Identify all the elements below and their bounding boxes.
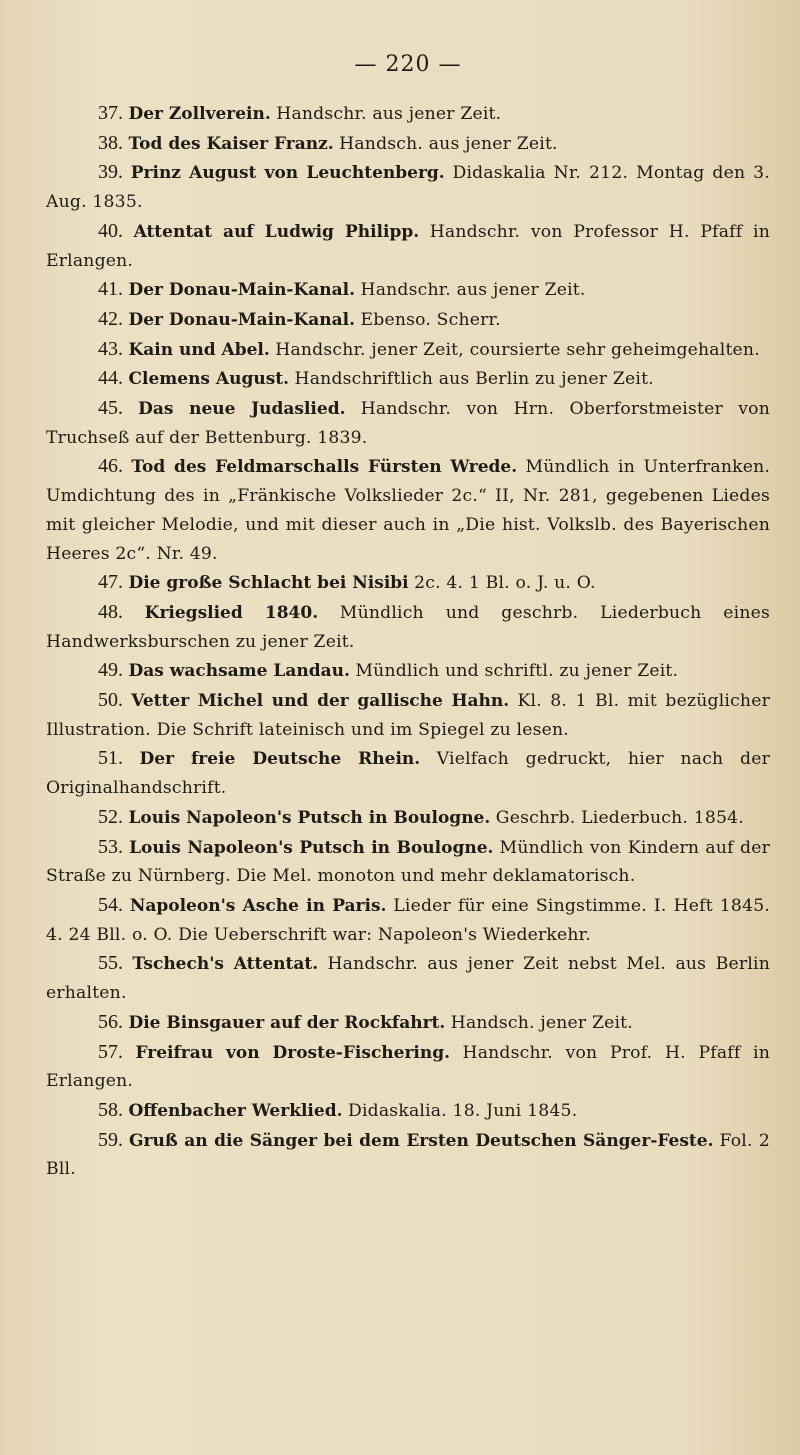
- entry-title: Offenbacher Werklied.: [128, 1100, 343, 1121]
- entry-title: Kain und Abel.: [128, 339, 270, 360]
- entry-text: Didaskalia Nr. 212. Montag den 3. Aug. 1835.: [46, 163, 770, 213]
- entry-title: Tschech's Attentat.: [132, 954, 319, 975]
- entry-title: Clemens August.: [128, 369, 290, 390]
- entry-text: Handsch. aus jener Zeit.: [339, 133, 558, 154]
- entry-title: Louis Napoleon's Putsch in Boulogne.: [129, 837, 494, 858]
- entry-text: Handschr. aus jener Zeit.: [276, 104, 502, 124]
- entry-number: 50.: [98, 689, 123, 712]
- entry-text: Handschr. von Professor H. Pfaff in Erlangen.: [46, 221, 771, 271]
- entry-number: 53.: [98, 835, 123, 858]
- entry-number: 49.: [98, 659, 123, 682]
- entry-title: Das neue Judaslied.: [138, 399, 346, 420]
- list-item: [46, 598, 770, 656]
- entry-number: 45.: [98, 397, 123, 420]
- list-item: [46, 335, 770, 365]
- list-item: [46, 803, 770, 833]
- list-item: [46, 949, 770, 1007]
- entry-number: 48.: [98, 600, 123, 623]
- entry-number: 57.: [98, 1040, 123, 1063]
- entry-title: Die große Schlacht bei Nisibi: [128, 573, 409, 594]
- entry-number: 43.: [98, 337, 123, 360]
- list-item: [46, 129, 770, 159]
- list-item: [46, 394, 770, 452]
- entry-number: 39.: [98, 161, 123, 184]
- entry-number: 37.: [98, 102, 123, 124]
- entry-text: Mündlich und schriftl. zu jener Zeit.: [355, 661, 679, 682]
- entry-number: 40.: [98, 219, 123, 242]
- list-item: [46, 656, 770, 686]
- entry-title: Der freie Deutsche Rhein.: [139, 749, 421, 770]
- entry-text: Mündlich von Kindern auf der Straße zu Nürnberg. Die Mel. monoton und mehr deklamatorisch.: [46, 837, 770, 887]
- entry-text: Mündlich und geschrb. Liederbuch eines Handwerksburschen zu jener Zeit.: [46, 602, 770, 652]
- entry-title: Der Zollverein.: [128, 104, 271, 124]
- entry-title: Kriegslied 1840.: [144, 602, 319, 623]
- entry-number: 51.: [98, 747, 123, 770]
- list-item: [46, 364, 770, 394]
- entry-title: Die Binsgauer auf der Rockfahrt.: [128, 1012, 446, 1033]
- list-item: [46, 568, 770, 598]
- entry-title: Der Donau-Main-Kanal.: [128, 309, 356, 330]
- entry-text: Handschr. aus jener Zeit.: [360, 280, 586, 301]
- entry-text: Vielfach gedruckt, hier nach der Originalhandschrift.: [46, 749, 770, 799]
- list-item: [46, 275, 770, 305]
- entry-title: Prinz August von Leuchtenberg.: [130, 163, 445, 184]
- entry-text: Handschr. von Prof. H. Pfaff in Erlangen.: [46, 1042, 771, 1092]
- entry-text: Mündlich in Unterfranken. Umdichtung des in „Fränkische Volkslieder 2c.“ II, Nr. 281, gegebenen Liedes mit gleicher Melodie, und mit dieser auch in „Die hist. Volkslb. des Bayerischen Heeres 2c“. Nr. 49.: [46, 457, 771, 564]
- entry-title: Der Donau-Main-Kanal.: [128, 280, 356, 301]
- list-item: [46, 305, 770, 335]
- entry-text: Handsch. jener Zeit.: [450, 1012, 633, 1033]
- entry-number: 38.: [98, 131, 123, 154]
- list-item: [46, 1008, 770, 1038]
- entry-text: Handschr. jener Zeit, coursierte sehr geheimgehalten.: [275, 339, 760, 360]
- entry-title: Tod des Feldmarschalls Fürsten Wrede.: [131, 457, 518, 478]
- entry-title: Vetter Michel und der gallische Hahn.: [131, 691, 510, 712]
- entry-text: Lieder für eine Singstimme. I. Heft 1845. 4. 24 Bll. o. O. Die Ueberschrift war: Napoleon's Wiederkehr.: [46, 895, 771, 945]
- entry-title: Gruß an die Sänger bei dem Ersten Deutschen Sänger-Feste.: [129, 1130, 714, 1151]
- entry-number: 41.: [98, 278, 123, 301]
- list-item: [46, 833, 770, 891]
- list-item: [46, 452, 770, 568]
- entry-number: 46.: [98, 455, 123, 478]
- entry-title: Freifrau von Droste-Fischering.: [135, 1042, 451, 1063]
- list-item: [46, 158, 770, 216]
- entry-title: Das wachsame Landau.: [128, 661, 350, 682]
- entry-number: 58.: [98, 1098, 123, 1121]
- entry-number: 59.: [98, 1128, 123, 1151]
- entry-title: Tod des Kaiser Franz.: [128, 133, 334, 154]
- list-item: [46, 1126, 770, 1184]
- entry-number: 47.: [98, 571, 123, 594]
- entry-text: 2c. 4. 1 Bl. o. J. u. O.: [414, 573, 596, 594]
- entry-number: 56.: [98, 1010, 123, 1033]
- entry-number: 42.: [98, 307, 123, 330]
- entry-list: [46, 99, 770, 1184]
- entry-text: Kl. 8. 1 Bl. mit bezüglicher Illustration. Die Schrift lateinisch und im Spiegel zu lesen.: [46, 691, 770, 740]
- list-item: [46, 1038, 770, 1096]
- entry-number: 55.: [98, 952, 123, 975]
- entry-text: Handschriftlich aus Berlin zu jener Zeit.: [294, 369, 654, 390]
- list-item: [46, 891, 770, 949]
- list-item: [46, 1096, 770, 1126]
- entry-number: 52.: [98, 805, 123, 828]
- list-item: [46, 686, 770, 744]
- list-item: [46, 744, 770, 802]
- entry-number: 54.: [98, 893, 123, 916]
- entry-text: Didaskalia. 18. Juni 1845.: [347, 1100, 578, 1121]
- entry-text: Handschr. von Hrn. Oberforstmeister von Truchseß auf der Bettenburg. 1839.: [46, 399, 770, 448]
- entry-title: Napoleon's Asche in Paris.: [129, 895, 387, 916]
- entry-text: Ebenso. Scherr.: [360, 309, 501, 330]
- entry-text: Handschr. aus jener Zeit nebst Mel. aus Berlin erhalten.: [46, 954, 770, 1004]
- entry-title: Louis Napoleon's Putsch in Boulogne.: [128, 807, 491, 828]
- list-item: [46, 217, 770, 275]
- list-item: [46, 99, 770, 129]
- entry-number: 44.: [98, 367, 123, 390]
- entry-title: Attentat auf Ludwig Philipp.: [133, 221, 420, 242]
- entry-text: Fol. 2 Bll.: [46, 1130, 770, 1180]
- page-number: — 220 —: [354, 52, 462, 77]
- entry-text: Geschrb. Liederbuch. 1854.: [495, 807, 744, 828]
